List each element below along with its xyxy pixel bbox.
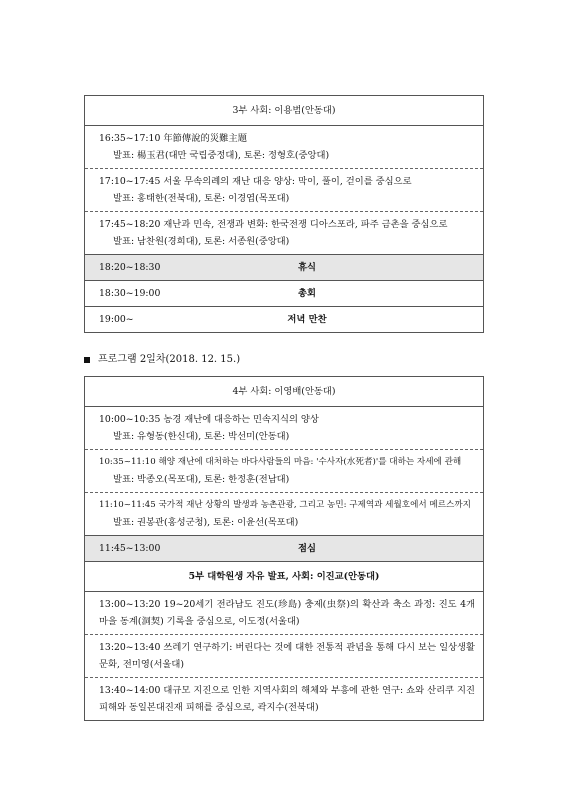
row-time: 18:20~18:30 <box>99 262 161 273</box>
list-item <box>85 592 484 635</box>
row-time: 19:00~ <box>99 314 134 325</box>
dinner-row <box>85 307 484 333</box>
list-item <box>85 635 484 678</box>
item-detail: 발표: 권봉관(홍성군청), 토론: 이윤선(목포대) <box>113 517 299 528</box>
item-detail: 발표: 홍태한(전북대), 토론: 이경엽(목포대) <box>113 193 290 204</box>
list-item <box>85 407 484 450</box>
session-header: 5부 대학원생 자유 발표, 사회: 이진교(안동대) <box>85 562 484 592</box>
row-label: 점심 <box>298 543 316 554</box>
item-title: 17:10~17:45 서울 무속의례의 재난 대응 양상: 막이, 풀이, 걷이를 중심으로 <box>99 176 412 187</box>
session-header-row <box>85 562 484 592</box>
program-table-day2 <box>84 376 484 721</box>
program-table-day1 <box>84 95 484 333</box>
item-title: 16:35~17:10 年節傳說的災難主題 <box>99 133 248 144</box>
list-item <box>85 450 484 493</box>
item-title: 10:00~10:35 농경 재난에 대응하는 민속지식의 양상 <box>99 414 319 425</box>
item-title: 17:45~18:20 재난과 민속, 전쟁과 변화: 한국전쟁 디아스포라, 파주 금촌을 중심으로 <box>99 219 448 230</box>
list-item <box>85 126 484 169</box>
item-title: 11:10~11:45 국가적 재난 상황의 발생과 농촌관광, 그리고 농민: 구제역과 세월호에서 메르스까지 <box>99 500 471 510</box>
session-header: 4부 사회: 이영배(안동대) <box>85 377 484 407</box>
item-text: 13:40~14:00 대규모 지진으로 인한 지역사회의 해체와 부흥에 관한 연구: 쇼와 산리쿠 지진 피해와 동일본대진재 피해를 중심으로, 곽지수(전북대) <box>85 678 484 721</box>
row-label: 총회 <box>298 288 316 299</box>
section-title-text: 프로그램 2일차(2018. 12. 15.) <box>98 354 241 365</box>
list-item <box>85 493 484 536</box>
row-time: 18:30~19:00 <box>99 288 161 299</box>
list-item <box>85 169 484 212</box>
list-item <box>85 212 484 255</box>
item-detail: 발표: 유형동(한신대), 토론: 박선미(안동대) <box>113 431 290 442</box>
list-item <box>85 678 484 721</box>
item-text: 13:00~13:20 19~20세기 전라남도 진도(珍島) 충제(虫祭)의 확산과 축소 과정: 진도 4개 마을 동계(洞契) 기록을 중심으로, 이도정(서울대) <box>85 592 484 635</box>
item-text: 13:20~13:40 쓰레기 연구하기: 버린다는 것에 대한 전통적 관념을 통해 다시 보는 일상생활문화, 전미영(서울대) <box>85 635 484 678</box>
lunch-row <box>85 536 484 562</box>
row-label: 휴식 <box>298 262 316 273</box>
meeting-row <box>85 281 484 307</box>
item-detail: 발표: 楊玉君(대만 국립중정대), 토론: 정형호(중앙대) <box>113 150 330 161</box>
bullet-icon <box>84 357 90 363</box>
section-title <box>84 350 240 365</box>
session-header: 3부 사회: 이용범(안동대) <box>85 96 484 126</box>
break-row <box>85 255 484 281</box>
row-time: 11:45~13:00 <box>99 543 161 554</box>
row-label: 저녁 만찬 <box>287 314 327 325</box>
item-detail: 발표: 박종오(목포대), 토론: 한정훈(전남대) <box>113 474 290 485</box>
item-detail: 발표: 남찬원(경희대), 토론: 서종원(중앙대) <box>113 236 290 247</box>
session-header-row <box>85 96 484 126</box>
item-title: 10:35~11:10 해양 재난에 대처하는 바다사람들의 마음: '수사자(水死者)'를 대하는 자세에 관해 <box>99 457 462 467</box>
session-header-row <box>85 377 484 407</box>
